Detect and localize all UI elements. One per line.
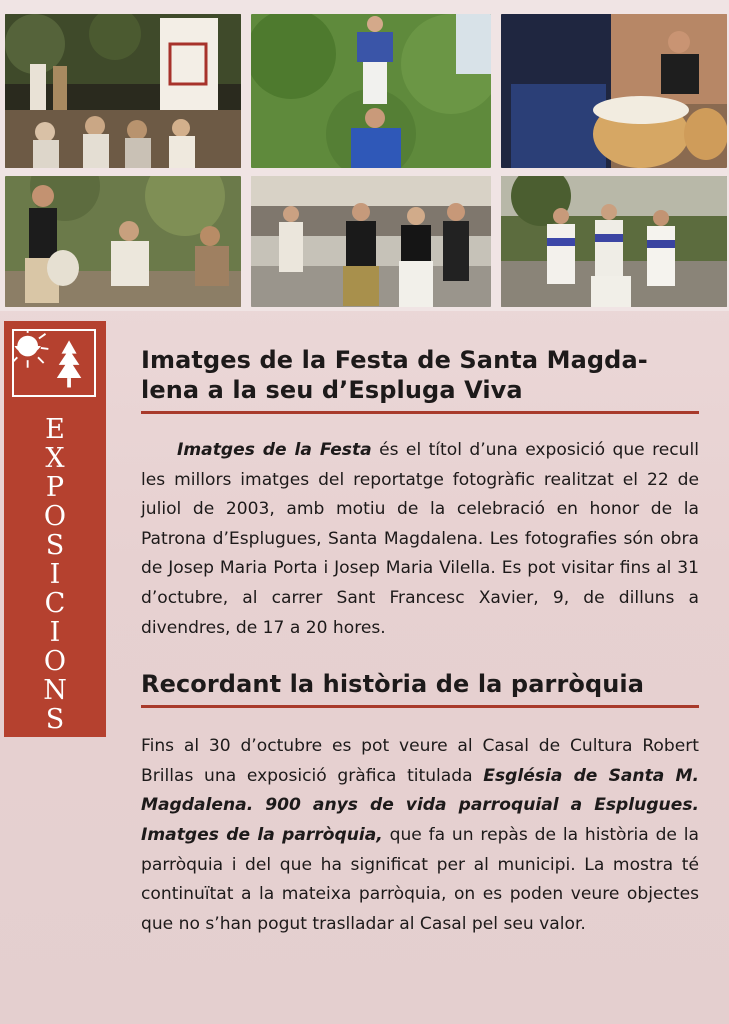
tree-icon xyxy=(57,340,81,387)
tab-letter: S xyxy=(45,704,65,735)
article-title-line1: Imatges de la Festa de Santa Magda- xyxy=(141,346,648,374)
tab-letter: P xyxy=(45,472,65,503)
article-title-line2: lena a la seu d’Espluga Viva xyxy=(141,376,523,404)
article-festa xyxy=(141,345,699,643)
tab-letter: C xyxy=(44,588,66,619)
exhibition-name: Imatges de la Festa xyxy=(177,440,372,460)
photo-human-tower xyxy=(251,14,491,168)
article-body-text: que fa un repàs de la història de la parròquia i del que ha significat per al municipi. La mostra té continuïtat a la mateixa parròquia, on es poden veure objectes que no s’han pogut traslladar al Casal pel seu valor. xyxy=(141,824,699,934)
photo-musicians xyxy=(5,176,241,307)
tab-letter: S xyxy=(45,530,65,561)
tab-letter: E xyxy=(45,414,65,445)
tab-letter: O xyxy=(43,646,67,677)
article-body-text: és el títol d’una exposició que recull les millors imatges del reportatge fotogràfic realitzat el 22 de juliol de 2003, amb motiu de la celebració en honor de la Patrona d’Esplugues, Santa Magdalena. Les fotografies són obra de Josep Maria Porta i Josep Maria Vilella. Es pot visitar fins al 31 d’octubre, al carrer Sant Francesc Xavier, 9, de dilluns a divendres, de 17 a 20 hores. xyxy=(141,440,699,638)
title-underline xyxy=(141,411,699,414)
article-column xyxy=(141,345,699,939)
title-underline xyxy=(141,705,699,708)
tab-letter: N xyxy=(43,675,67,706)
sun-and-tree-logo xyxy=(12,329,96,397)
tab-letter: I xyxy=(49,559,61,590)
tab-letter: X xyxy=(45,443,65,474)
sun-icon xyxy=(14,331,48,368)
section-tab xyxy=(4,321,106,737)
photo-night-stage xyxy=(5,14,241,168)
photo-collage xyxy=(0,0,729,311)
article-title xyxy=(141,345,699,405)
exhibition-name: Església de Santa M. Magdalena. 900 anys de vida parroquial a Esplugues. Imatges de la parròquia, xyxy=(141,765,699,845)
tab-letter: O xyxy=(43,501,67,532)
article-body-text: Fins al 30 d’octubre es pot veure al Casal de Cultura Robert Brillas una exposició gràfica titulada xyxy=(141,736,699,786)
article-title: Recordant la història de la parròquia xyxy=(141,670,645,699)
tab-letter: I xyxy=(49,617,61,648)
photo-drummers xyxy=(501,14,727,168)
article-body xyxy=(141,732,699,939)
photo-street-dancers xyxy=(251,176,491,307)
article-body xyxy=(141,436,699,643)
article-parroquia xyxy=(141,669,699,939)
photo-parade xyxy=(501,176,727,307)
